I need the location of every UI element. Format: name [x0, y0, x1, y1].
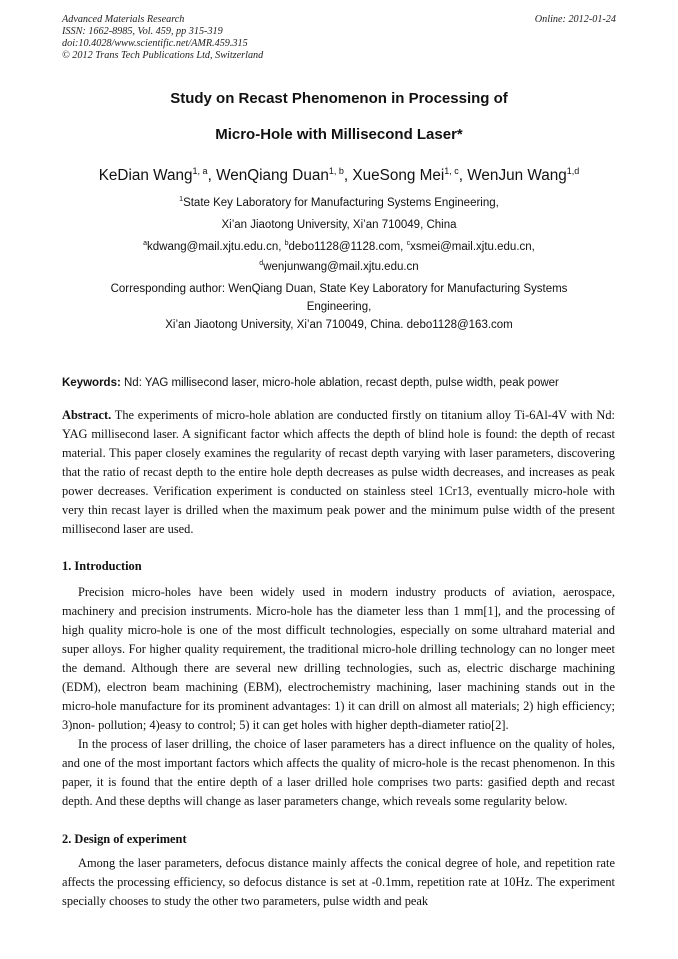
email-link[interactable]: debo1128@1128.com,	[288, 241, 407, 253]
journal-name: Advanced Materials Research	[62, 14, 185, 25]
paragraph: In the process of laser drilling, the choice of laser parameters has a direct influence on the quality of holes, and one of the most important factors which affects the quality of micro-hole is the recast phenomenon. In this paper, it is found that the entire depth of a laser drilled hole comprises two parts: gasified depth and recast depth. And these depths will change as laser parameters change, which reveals some regularity below.	[62, 737, 615, 808]
email-line-1	[0, 240, 678, 254]
email-sup: a	[143, 240, 148, 247]
keywords	[62, 374, 615, 393]
email-line-2	[0, 260, 678, 274]
author-list	[0, 166, 678, 186]
affiliation-sup: 1	[179, 196, 184, 203]
abstract-text: The experiments of micro-hole ablation are conducted firstly on titanium alloy Ti-6Al-4V with Nd: YAG millisecond laser. A significant factor which affects the depth of blind hole is found: the depth of recast material. This paper closely examines the regularity of recast depth varying with laser parameters, discovering that the ratio of recast depth to the entire hole depth decreases as pulse width decreases, and increases as peak power decreases. Verification experiment is conducted on stainless steel 1Cr13, eventually micro-hole with very thin recast layer is drilled when the maximum peak power and the minimum pulse width of the present millisecond laser are used.	[62, 408, 615, 536]
author-sup: 1, c	[444, 166, 459, 176]
paper-title-line-1: Study on Recast Phenomenon in Processing of	[170, 90, 508, 107]
email-link[interactable]: kdwang@mail.xjtu.edu.cn,	[147, 241, 285, 253]
paragraph: Precision micro-holes have been widely used in modern industry products of aviation, aerospace, machinery and precision instruments. Micro-hole has the diameter less than 1 mm[1], and the processing of high quality micro-hole is one of the most difficult technologies, especially on some ultrahard material and super alloys. For higher quality requirement, the traditional micro-hole drilling technology can no longer meet the demand. Although there are several new drilling technologies, such as, electric discharge machining (EDM), electron beam machining (EBM), electrochemistry machining, laser machining stands out in the micro-hole manufacture for its prominent advantages: 1) it can drill on almost all materials; 2) high efficiency; 3)non- pollution; 4)easy to control; 5) it can get holes with higher depth-diameter ratio[2].	[62, 585, 615, 732]
email-sup: c	[406, 240, 411, 247]
journal-header	[62, 14, 616, 62]
email-sup: d	[259, 260, 264, 267]
author-sup: 1,d	[566, 166, 580, 176]
copyright-line: © 2012 Trans Tech Publications Ltd, Switzerland	[62, 50, 264, 61]
author-sup: 1, b	[328, 166, 344, 176]
doi-line: doi:10.4028/www.scientific.net/AMR.459.315	[62, 38, 248, 49]
affiliation-line-1	[0, 196, 678, 210]
author-name: WenQiang Duan	[216, 167, 329, 184]
keywords-text: Nd: YAG millisecond laser, micro-hole ablation, recast depth, pulse width, peak power	[120, 377, 559, 389]
author-name: KeDian Wang	[98, 167, 193, 184]
abstract	[62, 406, 615, 539]
email-link[interactable]: xsmei@mail.xjtu.edu.cn,	[410, 241, 535, 253]
section-heading-design: 2. Design of experiment	[62, 832, 187, 846]
corresponding-line-3: Xi’an Jiaotong University, Xi’an 710049, China. debo1128@163.com	[165, 319, 513, 331]
author-sup: 1, a	[192, 166, 208, 176]
corresponding-line-1: Corresponding author: WenQiang Duan, State Key Laboratory for Manufacturing Systems	[110, 283, 568, 295]
affiliation-text: State Key Laboratory for Manufacturing Systems Engineering,	[183, 197, 499, 209]
issn-line: ISSN: 1662-8985, Vol. 459, pp 315-319	[62, 26, 223, 37]
author-separator: ,	[458, 167, 468, 184]
keywords-label: Keywords:	[62, 377, 121, 389]
abstract-label: Abstract.	[62, 408, 112, 422]
paragraph: Among the laser parameters, defocus distance mainly affects the conical degree of hole, and repetition rate affects the processing efficiency, so defocus distance is set at -0.1mm, repetition rate at 10Hz. The experiment specially chooses to study the other two parameters, pulse width and peak	[62, 856, 615, 908]
design-body	[62, 854, 615, 911]
corresponding-line-2: Engineering,	[306, 301, 372, 313]
email-link[interactable]: wenjunwang@mail.xjtu.edu.cn	[263, 261, 419, 273]
introduction-body	[62, 583, 615, 811]
author-name: WenJun Wang	[467, 167, 567, 184]
affiliation-line-2: Xi’an Jiaotong University, Xi’an 710049, China	[221, 219, 457, 231]
author-separator: ,	[343, 167, 353, 184]
author-separator: ,	[207, 167, 217, 184]
paper-title-line-2: Micro-Hole with Millisecond Laser*	[215, 126, 463, 143]
email-sup: b	[284, 240, 289, 247]
author-name: XueSong Mei	[352, 167, 445, 184]
section-heading-introduction: 1. Introduction	[62, 559, 142, 573]
online-date: Online: 2012-01-24	[534, 14, 616, 25]
